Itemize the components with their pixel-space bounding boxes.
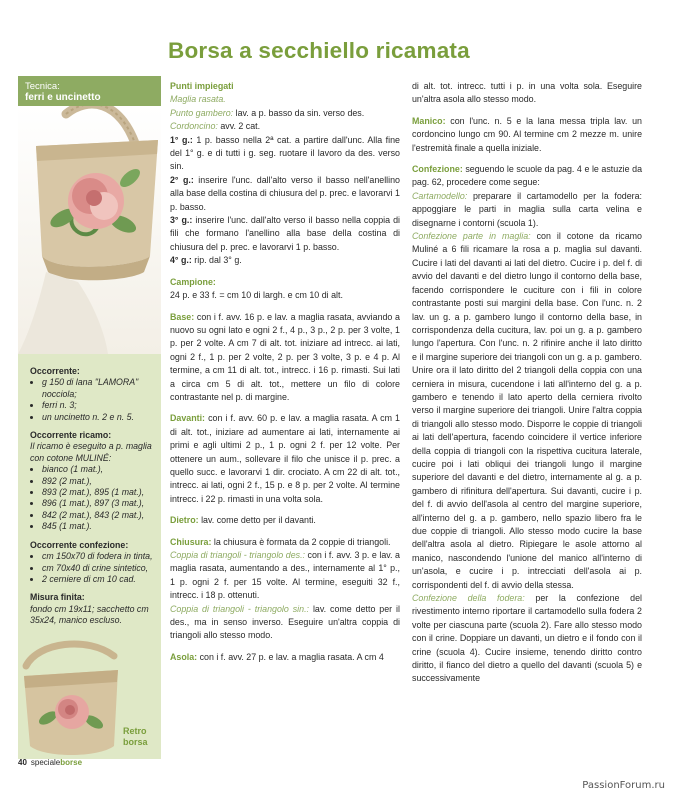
list-item: • un uncinetto n. 2 e n. 5. [42, 412, 160, 423]
stitch-name: Cordoncino: [170, 121, 218, 132]
page-footer [18, 758, 82, 767]
section-heading: Asola: [170, 651, 198, 662]
paragraph-text: inserire l'unc. dall'alto verso il basso nell'anellino alla base della costina di chiusura del p. prec. e lavorarvi 1 p. basso. [170, 174, 400, 212]
paragraph-text: con i f. avv. 16 p. e lav. a maglia rasata, avviando a nuovo su ogni lato e ogni 2 f., 4 p., 3 p., 2 p. per 3 volte, 1 p. per 2 volte. A cm 7 di alt. tot. iniziare ad intrecc. ai lati, ogni 2 f., 1 p. per 2 volte, 2 p. per 3 volte, 3 p. e 4 p. Al termine, a cm 11 di alt. tot., intrecc. i 16 p. rimasti. Sui lati a circa cm 5 di alt. tot., mettere un filo di colore contrastante nel p. di margine. [170, 311, 400, 402]
occorrente-list [30, 377, 160, 423]
section-heading: Chiusura: [170, 536, 212, 547]
ricamo-list [30, 464, 160, 532]
subsection-heading: Coppia di triangoli - triangolo sin.: [170, 603, 310, 614]
ricamo-heading: Occorrente ricamo: [30, 430, 112, 441]
paragraph-text: 1 p. basso nella 2ª cat. a partire dall'unc. Alla fine del 1° g. e di tutti i g. seg. ruotare il lavoro da des. verso sin. [170, 134, 400, 172]
paragraph-text: inserire l'unc. dall'alto verso il basso nella coppia di fili che formano l'anellino alla base della costina di chiusura del p. prec. e lavorarvi 1 p. basso. [170, 215, 400, 252]
paragraph-text: con il cotone da ricamo Muliné a 6 fili ricamare la rosa a p. maglia sul davanti. Cucire i lati del davanti ai lati del dietro. Cucire i p. del f. di avvio del davanti e del dietro lungo il contorno della base, facendo corrispondere le cuciture con i fili in colore contrastante posti sui margini della base. Con l'unc. n. 2 lav. un g. a p. gambero lungo il contorno della base, in corrispondenza della cucitura, lav. poi un g. a p. gambero lungo l'apertura. Con l'unc. n. 2 rifinire anche il lato diritto e il margine superiore dei triangoli con un g. a p. gambero. Unire ora il lato diritto del 2 triangoli della coppia con una cerniera in misura, cucendone i lati all'interno del g. a p. gambero e tenendo il lato aperto della cerniera rivolto verso il margine superiore dei triangoli. Unire l'altra coppia di triangoli allo stesso modo. Disporre le coppie di triangoli ai lati dell'apertura, facendo coincidere il vertice inferiore della coppia di triangoli con la rispettiva cucitura laterale, cucire poi i lati obliqui dei triangoli lungo il margine superiore del davanti e del dietro, internamente al g. a p. gambero di rifinitura dell'apertura. Sui davanti, cucire i p. del f. di avvio dell'asola al centro del margine superiore, all'interno del g. a p. gambero, nello spazio libero fra le due coppie di triangoli. Allo stesso modo cucire la base dell'altra asola al dietro. Ripiegare le asole attorno al manico, nascondendo l'unione del manico all'interno di un'asola, e cucire i p. intrecciati dell'asola ai p. corrispondenti del f. di avvio della stessa. [412, 231, 642, 590]
section-heading: Manico: [412, 115, 446, 126]
stitch-name: Maglia rasata. [170, 94, 226, 105]
list-item: • 892 (2 mat.), [42, 476, 160, 487]
section-heading: Base: [170, 311, 195, 322]
paragraph-text: avv. 2 cat. [217, 121, 261, 132]
technique-value: ferri e uncinetto [25, 92, 101, 103]
list-item: • bianco (1 mat.), [42, 464, 160, 475]
paragraph-text: con i f. avv. 27 p. e lav. a maglia rasata. A cm 4 [197, 651, 384, 662]
paragraph-text: con l'unc. n. 5 e la lana messa tripla lav. un cordoncino lungo cm 90. Al termine cm 2 mezze m. unire l'estremità finale a quella iniziale. [412, 115, 642, 153]
technique-band [18, 76, 161, 106]
paragraph-text: di alt. tot. intrecc. tutti i p. in una volta sola. Eseguire un'altra asola allo stesso modo. [412, 81, 642, 105]
paragraph-text: lav. come detto per il des., ma in senso inverso. Eseguire un'altra coppia di triangoli allo stesso modo. [170, 603, 400, 641]
subsection-heading: Cartamodello: [412, 190, 468, 201]
list-item: • 2 cerniere di cm 10 cad. [42, 574, 160, 585]
paragraph-text: per la confezione del rivestimento interno riportare il cartamodello sulla fodera 2 volte per ciascuna parte (scuola 2). Fare allo stesso modo con il crine. Doppiare un davanti, un dietro e il fondo con il crine (scuola 4). Cucire insieme, tenendo diritto contro diritto, il fianco del dietro a quello del davanti (scuola 5) e successivamente [412, 593, 642, 684]
subsection-heading: Confezione parte in maglia: [412, 231, 531, 242]
misura-heading: Misura finita: [30, 592, 85, 603]
paragraph-text: lav. a p. basso da sin. verso des. [233, 107, 365, 118]
paragraph-text: la chiusura è formata da 2 coppie di triangoli. [211, 536, 391, 547]
list-item: • ferri n. 3; [42, 400, 160, 411]
bucket-bag-photo [18, 106, 161, 354]
stitch-name: Punto gambero: [170, 107, 234, 118]
paragraph-text: preparare il cartamodello per la fodera: appoggiare le parti in maglia sulla carta velina e disegnarne i contorni (scuola 1). [412, 190, 642, 228]
paragraph-text: lav. come detto per il davanti. [198, 515, 316, 526]
list-item: • cm 70x40 di crine sintetico, [42, 563, 160, 574]
instructions-column-2 [412, 80, 642, 686]
section-heading: Davanti: [170, 413, 206, 424]
misura-text: fondo cm 19x11; sacchetto cm 35x24, manico escluso. [30, 603, 149, 626]
sidebar-panel [18, 76, 161, 759]
section-heading: Punti impiegati [170, 81, 234, 91]
magazine-name-suffix: borse [60, 758, 83, 767]
row-label: 4° g.: [170, 255, 192, 266]
list-item: • 842 (2 mat.), 843 (2 mat.), [42, 510, 160, 521]
retro-caption [123, 726, 148, 748]
occorrente-heading: Occorrente: [30, 366, 80, 376]
retro-caption-line: borsa [123, 737, 148, 747]
page-number: 40 [18, 758, 27, 767]
technique-label: Tecnica: [25, 81, 60, 92]
section-heading: Confezione: [412, 164, 463, 175]
subsection-heading: Coppia di triangoli - triangolo des.: [170, 550, 306, 560]
magazine-name-prefix: speciale [30, 758, 61, 767]
list-item: • 893 (2 mat.), 895 (1 mat.), [42, 487, 160, 498]
paragraph-text: con i f. avv. 3 p. e lav. a maglia rasata, aumentando a des., internamente al 1° p., 1 p. ogni 2 f. per 15 volte. Al termine, eseguiti 32 f., intrecc. i 18 p. ottenuti. [170, 550, 400, 601]
paragraph-text: seguendo le scuole da pag. 4 e le astuzie da pag. 62, procedere come segue: [412, 164, 642, 188]
paragraph-text: 24 p. e 33 f. = cm 10 di largh. e cm 10 di alt. [170, 290, 343, 301]
list-item: • 896 (1 mat.), 897 (3 mat.), [42, 498, 160, 509]
materials-list [30, 366, 160, 627]
section-heading: Dietro: [170, 515, 199, 526]
section-heading: Campione: [170, 276, 216, 287]
row-label: 1° g.: [170, 134, 193, 145]
paragraph-text: rip. dal 3° g. [191, 255, 242, 266]
retro-caption-line: Retro [123, 726, 147, 736]
list-item: • g 150 di lana "LAMORA" nocciola; [42, 377, 160, 400]
list-item: • 845 (1 mat.). [42, 521, 160, 532]
confezione-list [30, 551, 160, 585]
page-title: Borsa a secchiello ricamata [168, 38, 470, 63]
confezione-heading: Occorrente confezione: [30, 539, 129, 550]
instructions-column-1 [170, 80, 400, 664]
row-label: 2° g.: [170, 174, 194, 185]
row-label: 3° g.: [170, 215, 193, 226]
subsection-heading: Confezione della fodera: [412, 593, 525, 604]
watermark: PassionForum.ru [582, 780, 665, 791]
paragraph-text: con i f. avv. 60 p. e lav. a maglia rasata. A cm 1 di alt. tot., iniziare ad aumentare ai lati, internamente ai primi e agli ultimi 2 p., 1 p. ogni 2 f. per 12 volte. Per ottenere un aum., sollevare il filo che unisce il p. prec. a quello succ. e lavorarvi 1 dir. crociato. A cm 22 di alt. tot., intrecc. ai lati, ogni 2 f., 15 p. e 8 p. per 2 volte. Al termine intrecc. i 22 p. rimasti in una volta sola. [170, 413, 400, 504]
ricamo-intro: Il ricamo è eseguito a p. maglia con cotone MULINÉ: [30, 441, 152, 463]
list-item: • cm 150x70 di fodera in tinta, [42, 551, 160, 562]
